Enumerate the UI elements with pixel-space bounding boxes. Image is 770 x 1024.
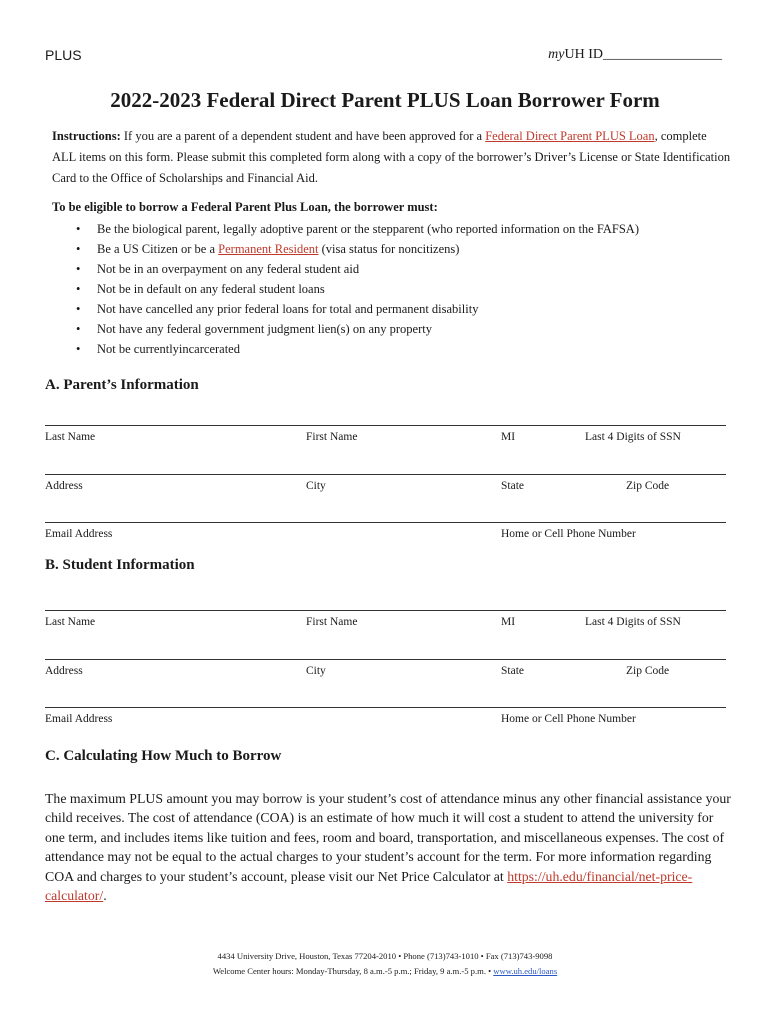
list-item-suffix: (visa status for noncitizens): [318, 242, 460, 256]
parent-mi-label: MI: [501, 431, 516, 443]
parent-state-label: State: [501, 480, 524, 492]
permanent-resident-link[interactable]: Permanent Resident: [218, 242, 319, 256]
section-a-heading: A. Parent’s Information: [45, 377, 199, 393]
student-city-label: City: [306, 665, 326, 677]
footer-hours: [0, 966, 770, 976]
list-item: • Not have any federal government judgment lien(s) on any property: [76, 319, 639, 339]
form-code: PLUS: [45, 47, 82, 63]
parent-first-name-label: First Name: [306, 431, 358, 443]
eligibility-heading: To be eligible to borrow a Federal Parent Plus Loan, the borrower must:: [52, 200, 438, 214]
student-contact-line[interactable]: [45, 707, 726, 708]
student-state-label: State: [501, 665, 524, 677]
student-last-name-label: Last Name: [45, 616, 96, 628]
parent-contact-line[interactable]: [45, 522, 726, 523]
footer-hours-text: Welcome Center hours: Monday-Thursday, 8 a.m.-5 p.m.; Friday, 9 a.m.-5 p.m. •: [212, 966, 494, 976]
student-first-name-label: First Name: [306, 616, 358, 628]
coa-paragraph: [45, 789, 735, 905]
student-mi-label: MI: [501, 616, 516, 628]
list-item-text: Be a US Citizen or be a: [97, 242, 219, 256]
coa-paragraph-text: The maximum PLUS amount you may borrow is your student’s cost of attendance minus any other financial assistance your child receives. The cost of attendance (COA) is an estimate of how much it will cost a student to attend the university for one term, and includes items like tuition and fees, room and board, transportation, and miscellaneous expenses. The cost of attendance may not be equal to the actual charges to your student’s account for the term. For more information regarding COA and charges to your student’s account, please visit our Net Price Calculator at: [45, 791, 731, 884]
footer-address: 4434 University Drive, Houston, Texas 77204-2010 • Phone (713)743-1010 • Fax (713)743-9098: [217, 951, 553, 961]
net-price-calculator-link[interactable]: https://uh.edu/financial/net-price-calculator/: [45, 868, 693, 904]
parent-address-label: Address: [45, 480, 83, 492]
list-item: • Not be currentlyincarcerated: [76, 339, 639, 359]
page-title: 2022-2023 Federal Direct Parent PLUS Loan Borrower Form: [110, 88, 660, 112]
parent-name-line[interactable]: [45, 425, 726, 426]
student-address-label: Address: [45, 665, 83, 677]
parent-address-line[interactable]: [45, 474, 726, 475]
list-item: • Not have cancelled any prior federal loans for total and permanent disability: [76, 299, 639, 319]
instructions-text-2: , complete ALL items on this form. Please submit this completed form along with a copy of the borrower’s Driver’s License or State Identification Card to the Office of Scholarships and Financial Aid.: [52, 129, 731, 185]
student-email-label: Email Address: [45, 713, 113, 725]
parent-ssn-label: Last 4 Digits of SSN: [585, 431, 681, 443]
student-phone-label: Home or Cell Phone Number: [501, 713, 636, 725]
section-b-heading: B. Student Information: [45, 557, 195, 573]
list-item: • Not be in an overpayment on any federal student aid: [76, 259, 639, 279]
myuh-id-field[interactable]: [548, 47, 722, 63]
parent-city-label: City: [306, 480, 326, 492]
list-item: [76, 239, 639, 259]
parent-zip-label: Zip Code: [626, 480, 670, 492]
eligibility-list: [76, 219, 639, 359]
student-zip-label: Zip Code: [626, 665, 670, 677]
parent-phone-label: Home or Cell Phone Number: [501, 528, 636, 540]
loans-website-link[interactable]: www.uh.edu/loans: [493, 966, 558, 976]
plus-loan-link[interactable]: Federal Direct Parent PLUS Loan: [485, 129, 655, 143]
list-item: • Be the biological parent, legally adoptive parent or the stepparent (who reported information on the FAFSA): [76, 219, 639, 239]
student-name-line[interactable]: [45, 610, 726, 611]
instructions-text-1: If you are a parent of a dependent student and have been approved for a: [120, 129, 486, 143]
instructions-paragraph: [52, 126, 732, 189]
section-c-heading: C. Calculating How Much to Borrow: [45, 748, 282, 764]
myuh-prefix: my: [548, 47, 565, 62]
parent-email-label: Email Address: [45, 528, 113, 540]
student-address-line[interactable]: [45, 659, 726, 660]
myuh-id-label: UH ID_________________: [564, 47, 722, 62]
instructions-label: Instructions:: [52, 129, 121, 143]
list-item: • Not be in default on any federal student loans: [76, 279, 639, 299]
student-ssn-label: Last 4 Digits of SSN: [585, 616, 681, 628]
coa-paragraph-end: .: [103, 888, 107, 904]
parent-last-name-label: Last Name: [45, 431, 96, 443]
